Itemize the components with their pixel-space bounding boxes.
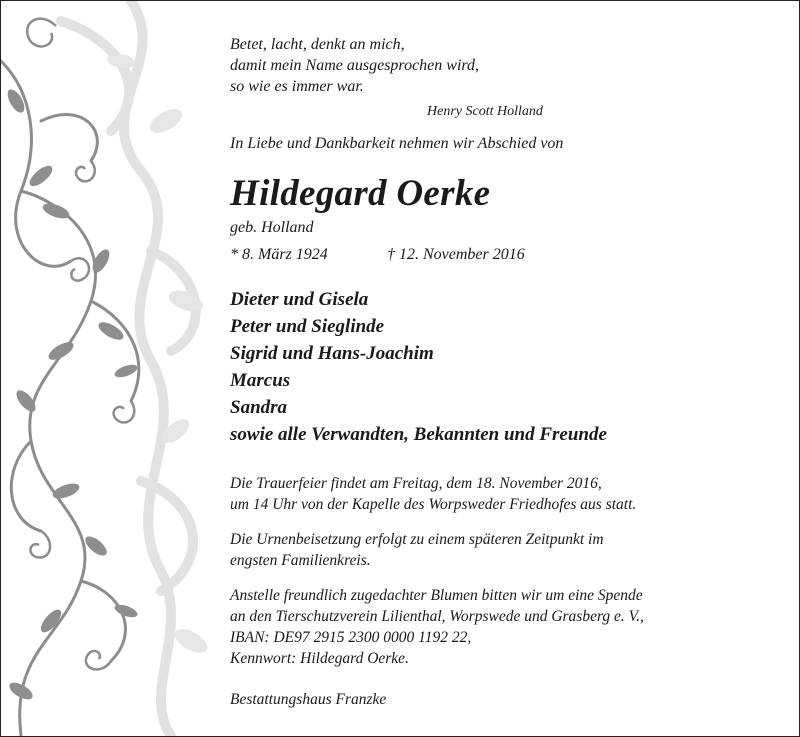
poem-line: damit mein Name ausgesprochen wird, bbox=[230, 57, 480, 74]
mourner: Sigrid und Hans-Joachim bbox=[230, 343, 434, 364]
death-date: † 12. November 2016 bbox=[387, 246, 525, 263]
poem-line: so wie es immer war. bbox=[230, 78, 364, 95]
floral-vine-ornament bbox=[1, 1, 231, 736]
donation-info bbox=[230, 585, 644, 669]
info-line: engsten Familienkreis. bbox=[230, 552, 371, 569]
info-line: Kennwort: Hildegard Oerke. bbox=[230, 650, 409, 667]
info-line: um 14 Uhr von der Kapelle des Worpsweder Friedhofes aus statt. bbox=[230, 496, 637, 513]
urn-info bbox=[230, 529, 604, 571]
deceased-name: Hildegard Oerke bbox=[230, 173, 491, 214]
info-line: Die Trauerfeier findet am Freitag, dem 18. November 2016, bbox=[230, 475, 602, 492]
intro-line: In Liebe und Dankbarkeit nehmen wir Abschied von bbox=[230, 135, 564, 152]
info-line: an den Tierschutzverein Lilienthal, Worpswede und Grasberg e. V., bbox=[230, 608, 644, 625]
poem bbox=[230, 34, 479, 97]
mourner: Sandra bbox=[230, 397, 288, 418]
poem-author: Henry Scott Holland bbox=[427, 104, 543, 119]
info-line: Anstelle freundlich zugedachter Blumen bitten wir um eine Spende bbox=[230, 587, 643, 604]
info-line: IBAN: DE97 2915 2300 0000 1192 22, bbox=[230, 629, 472, 646]
mourner: Dieter und Gisela bbox=[230, 289, 369, 310]
funeral-info bbox=[230, 473, 636, 515]
info-line: Die Urnenbeisetzung erfolgt zu einem späteren Zeitpunkt im bbox=[230, 531, 604, 548]
birth-name: geb. Holland bbox=[230, 219, 314, 236]
birth-date: * 8. März 1924 bbox=[230, 246, 328, 263]
mourner: Peter und Sieglinde bbox=[230, 316, 385, 337]
mourner: Marcus bbox=[230, 370, 291, 391]
undertaker: Bestattungshaus Franzke bbox=[230, 691, 387, 708]
mourners-list bbox=[230, 286, 607, 448]
life-dates bbox=[230, 246, 525, 264]
poem-line: Betet, lacht, denkt an mich, bbox=[230, 36, 405, 53]
mourner: sowie alle Verwandten, Bekannten und Freunde bbox=[230, 424, 607, 445]
